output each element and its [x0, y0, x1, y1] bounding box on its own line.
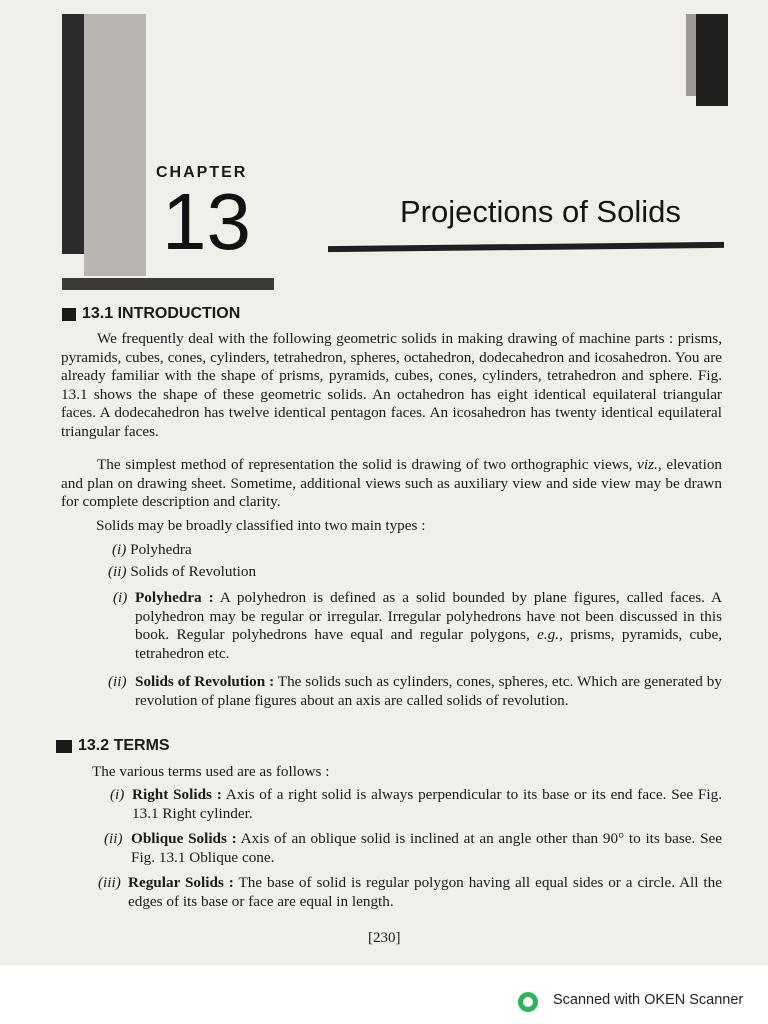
- section-marker-icon: [62, 308, 76, 321]
- term-regular-solids: [128, 874, 722, 911]
- scanner-watermark-text: Scanned with OKEN Scanner: [553, 992, 744, 1008]
- term-name: Oblique Solids :: [131, 830, 237, 847]
- term-number: (iii): [98, 874, 121, 891]
- chapter-label: CHAPTER: [156, 164, 248, 181]
- decorative-bar-right-dark: [696, 14, 728, 106]
- definition-text: The solids such as cylinders, cones, spheres, etc. Which are generated by revolution of plane figures about an axis are called solids of revolution.: [135, 673, 722, 709]
- term-name: Right Solids :: [132, 786, 222, 803]
- scanner-logo-inner: [523, 997, 533, 1007]
- definition-term: Solids of Revolution :: [135, 673, 275, 690]
- chapter-number: 13: [162, 177, 251, 266]
- definition-term: Polyhedra :: [135, 589, 214, 606]
- section-marker-icon: [56, 740, 72, 753]
- type-item: [108, 563, 256, 582]
- method-text-start: The simplest method of representation the solid is drawing of two orthographic views,: [97, 456, 633, 473]
- term-oblique-solids: [131, 830, 722, 867]
- term-name: Regular Solids :: [128, 874, 234, 891]
- method-paragraph: [61, 456, 722, 512]
- decorative-bar-dark: [62, 14, 84, 254]
- type-number: (ii): [108, 563, 127, 580]
- definition-polyhedra: [135, 589, 722, 663]
- term-number: (i): [110, 786, 125, 803]
- term-text: Axis of an oblique solid is inclined at an angle other than 90° to its base. See Fig. 13.1 Oblique cone.: [131, 830, 722, 866]
- chapter-title: Projections of Solids: [400, 194, 681, 229]
- term-number: (ii): [104, 830, 123, 847]
- decorative-bar-right-gray: [686, 14, 696, 96]
- definition-number: (ii): [108, 673, 127, 690]
- scanner-logo-icon: [518, 992, 538, 1012]
- type-text: Solids of Revolution: [130, 563, 257, 580]
- method-text-rest: , elevation and plan on drawing sheet. Sometime, additional views such as auxiliary view and side view may be drawn for complete description and clarity.: [61, 456, 723, 510]
- term-right-solids: [132, 786, 722, 823]
- classification-intro: Solids may be broadly classified into two main types :: [96, 517, 426, 534]
- section-heading-text: 13.2 TERMS: [78, 737, 170, 754]
- section-heading-terms: [56, 737, 170, 755]
- definition-solids-of-revolution: [135, 673, 722, 710]
- page-number: [230]: [368, 930, 401, 946]
- title-underline: [328, 242, 724, 252]
- definition-text: A polyhedron is defined as a solid bounded by plane figures, called faces. A polyhedron may be regular or irregular. Irregular polyhedrons have not been discussed in this book. Regular polyhedrons have equal and regular polygons,: [135, 589, 722, 643]
- type-text: Polyhedra: [130, 541, 192, 558]
- section-heading-introduction: [62, 305, 240, 323]
- intro-paragraph: We frequently deal with the following geometric solids in making drawing of machine parts : prisms, pyramids, cubes, cones, cylinders, tetrahedron, spheres, octahedron, dodecahedron and icosahedron. You are already familiar with the shape of prisms, pyramids, cubes, cones, cylinders, tetrahedron and sphere. Fig. 13.1 shows the shape of these geometric solids. An octahedron has eight identical equilateral triangular faces. A dodecahedron has twelve identical pentagon faces. An icosahedron has twenty identical equilateral triangular faces.: [61, 330, 722, 440]
- type-item: [112, 541, 192, 560]
- decorative-bar-gray: [84, 14, 146, 276]
- section-heading-text: 13.1 INTRODUCTION: [82, 305, 241, 322]
- type-number: (i): [112, 541, 127, 558]
- terms-intro: The various terms used are as follows :: [92, 763, 330, 780]
- definition-text-end: , prisms, pyramids, cube, tetrahedron etc.: [135, 626, 722, 662]
- viz-abbrev: viz.: [637, 456, 658, 473]
- term-text: The base of solid is regular polygon having all equal sides or a circle. All the edges of its base or face are equal in length.: [128, 874, 722, 910]
- definition-number: (i): [113, 589, 128, 606]
- term-text: Axis of a right solid is always perpendicular to its base or its end face. See Fig. 13.1 Right cylinder.: [132, 786, 722, 822]
- decorative-bar-bottom: [62, 278, 274, 290]
- eg-abbrev: e.g.: [537, 626, 560, 643]
